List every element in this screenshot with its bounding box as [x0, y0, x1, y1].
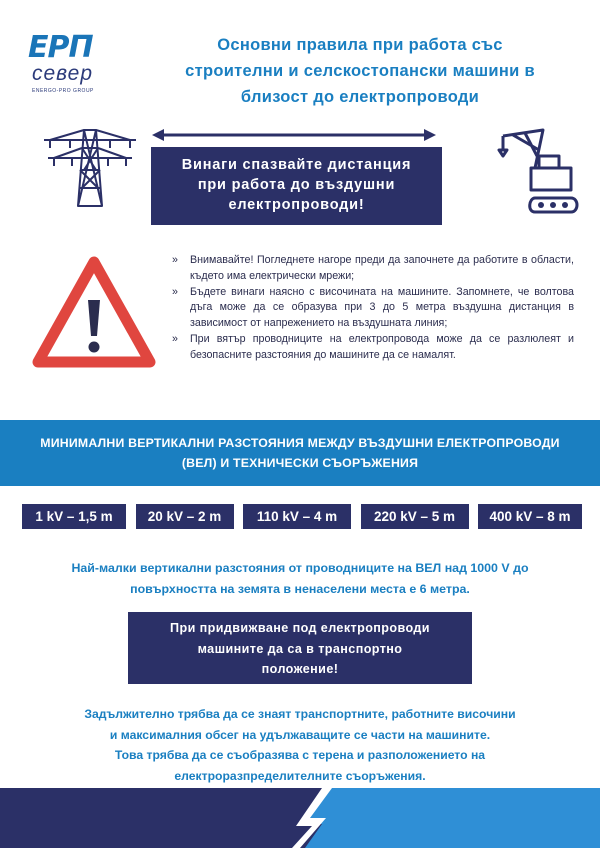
list-item — [170, 332, 574, 364]
power-pylon-icon — [40, 126, 140, 210]
transport-warning-line: положение! — [261, 662, 339, 676]
bullet-mark: » — [172, 254, 178, 266]
section-heading-line: МИНИМАЛНИ ВЕРТИКАЛНИ РАЗСТОЯНИЯ МЕЖДУ ВЪЗДУШНИ ЕЛЕКТРОПРОВОДИ — [40, 436, 560, 450]
logo-mark: ЕРП — [28, 30, 93, 65]
logo-tagline: ENERGO-PRO GROUP — [32, 88, 94, 94]
distance-pill: 20 kV – 2 m — [136, 504, 234, 529]
safety-rules-list — [170, 253, 574, 364]
section-heading-line: (ВЕЛ) И ТЕХНИЧЕСКИ СЪОРЪЖЕНИЯ — [181, 456, 419, 470]
distance-values-row — [22, 504, 582, 529]
transport-warning-box — [128, 612, 472, 684]
distance-warning-line: Винаги спазвайте дистанция — [181, 157, 412, 173]
note-line: повърхността на земята в ненаселени места е 6 метра. — [130, 582, 470, 596]
requirements-line: Това трябва да се съобразява с терена и разположението на — [114, 748, 486, 762]
requirements-note — [20, 704, 580, 786]
company-logo — [28, 32, 138, 102]
footer-banner — [0, 788, 600, 848]
distance-pill: 220 kV – 5 m — [361, 504, 469, 529]
section-heading-band — [0, 420, 600, 486]
list-item-text: Бъдете винаги наясно с височината на машините. Запомнете, че волтова дъга може да се образува при 3 до 5 метра въздушна дистанция в зависимост от напрежението на въздушната линия; — [190, 285, 574, 330]
title-line: Основни правила при работа със — [217, 36, 503, 54]
min-distance-note — [20, 558, 580, 600]
warning-triangle-icon — [32, 256, 156, 368]
page-title — [140, 32, 580, 110]
list-item — [170, 285, 574, 332]
list-item — [170, 253, 574, 285]
transport-warning-line: При придвижване под електропроводи — [170, 621, 430, 635]
list-item-text: При вятър проводниците на електропровода може да се разлюлеят и безопасните разстояния до машините да се намалят. — [190, 332, 574, 361]
distance-pill: 400 kV – 8 m — [478, 504, 582, 529]
list-item-text: Внимавайте! Погледнете нагоре преди да започнете да работите в области, където има електрически мрежи; — [190, 254, 574, 282]
title-line: строителни и селскостопански машини в — [185, 62, 535, 80]
title-line: близост до електропроводи — [240, 88, 480, 106]
double-arrow-icon — [152, 128, 436, 142]
requirements-line: електроразпределителните съоръжения. — [174, 768, 426, 783]
distance-warning-line: електропроводи! — [228, 197, 365, 213]
distance-pill: 1 kV – 1,5 m — [22, 504, 126, 529]
requirements-line: и максималния обсег на удължаващите се части на машините. — [109, 727, 491, 742]
note-line: Най-малки вертикални разстояния от проводниците на ВЕЛ над 1000 V до — [71, 561, 529, 575]
distance-warning-line: при работа до въздушни — [197, 177, 396, 193]
distance-pill: 110 kV – 4 m — [243, 504, 351, 529]
bullet-mark: » — [172, 285, 178, 298]
crane-icon — [495, 126, 581, 216]
distance-warning-box — [151, 147, 442, 225]
requirements-line: Задължително трябва да се знаят транспортните, работните височини — [84, 707, 516, 721]
bullet-mark: » — [172, 332, 178, 345]
logo-subtitle: север — [32, 62, 94, 85]
transport-warning-line: машините да са в транспортно — [197, 641, 403, 656]
